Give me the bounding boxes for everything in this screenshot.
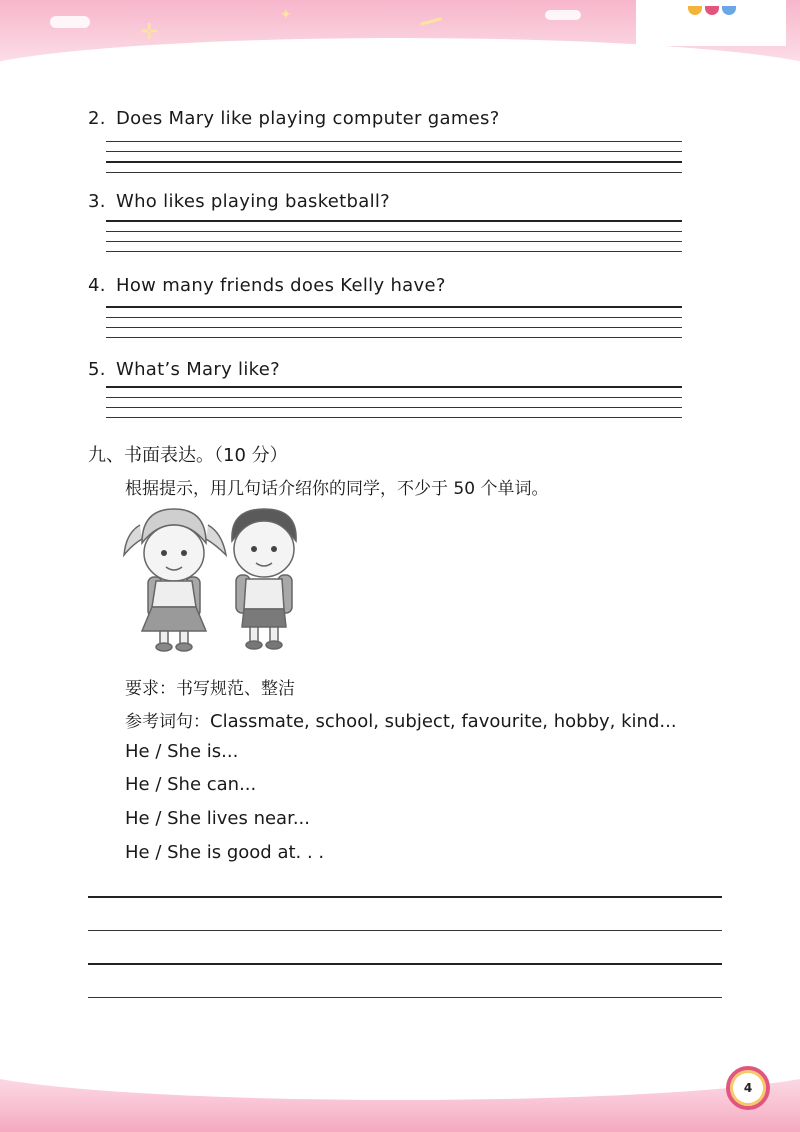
- sentence-starter: He / She is good at. . .: [125, 842, 325, 863]
- writing-line[interactable]: [88, 963, 722, 965]
- answer-lines[interactable]: [106, 386, 682, 427]
- question-number: 3.: [88, 191, 106, 212]
- question-2: [88, 108, 500, 129]
- sparkle-icon: ✛: [140, 20, 159, 45]
- reference-label: 参考词句：: [125, 712, 210, 732]
- cloud-decoration: [545, 10, 581, 20]
- requirements-label: 要求：: [125, 679, 176, 699]
- boy-figure: [232, 509, 296, 649]
- requirements-line: [125, 674, 295, 699]
- logo-icon: [688, 0, 739, 19]
- question-text: What’s Mary like?: [116, 359, 280, 380]
- question-number: 4.: [88, 275, 106, 296]
- page-number: 4: [726, 1066, 770, 1110]
- sentence-starter: He / She lives near...: [125, 808, 311, 829]
- section-instruction: 根据提示，用几句话介绍你的同学，不少于 50 个单词。: [125, 479, 549, 499]
- writing-line[interactable]: [88, 930, 722, 931]
- question-number: 5.: [88, 359, 106, 380]
- cloud-decoration: [50, 16, 90, 28]
- footer-curve: [0, 1030, 800, 1100]
- girl-figure: [124, 509, 226, 651]
- question-text: How many friends does Kelly have?: [116, 275, 446, 296]
- reference-text: Classmate, school, subject, favourite, hobby, kind...: [210, 711, 677, 732]
- answer-lines[interactable]: [106, 306, 682, 347]
- question-4: [88, 275, 446, 296]
- question-number: 2.: [88, 108, 106, 129]
- sentence-starter: He / She is...: [125, 741, 239, 762]
- question-3: [88, 191, 390, 212]
- writing-line[interactable]: [88, 997, 722, 998]
- answer-lines[interactable]: [106, 220, 682, 261]
- answer-lines[interactable]: [106, 141, 682, 182]
- sparkle-icon: ✦: [280, 7, 292, 23]
- section-title: 九、书面表达。（10 分）: [88, 445, 288, 466]
- students-illustration: [122, 503, 312, 653]
- question-5: [88, 359, 280, 380]
- reference-line: [125, 707, 677, 732]
- writing-line[interactable]: [88, 896, 722, 898]
- sentence-starter: He / She can...: [125, 774, 257, 795]
- question-text: Who likes playing basketball?: [116, 191, 391, 212]
- question-text: Does Mary like playing computer games?: [116, 108, 500, 129]
- requirements-text: 书写规范、整洁: [176, 679, 295, 699]
